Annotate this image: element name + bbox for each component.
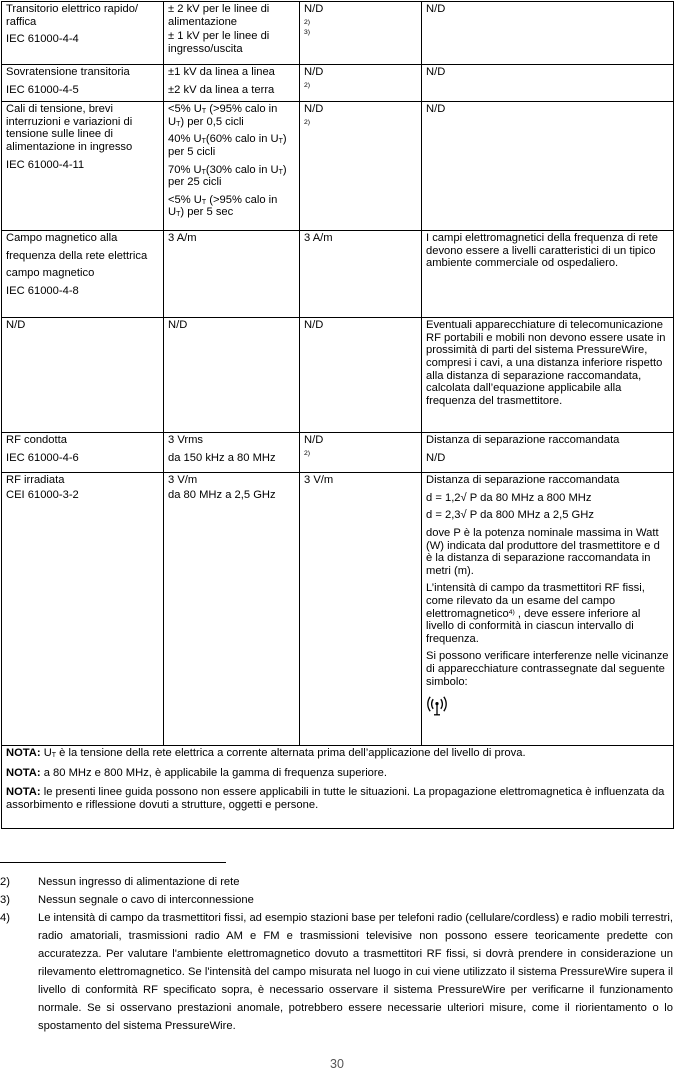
test-level-cell: ± 2 kV per le linee di alimentazione ± 1 kV per le linee di ingresso/uscita: [164, 2, 300, 65]
compliance-cell: N/D 2): [300, 433, 422, 473]
test-level-cell: N/D: [164, 318, 300, 433]
compliance-cell: N/D 2): [300, 102, 422, 231]
phenomenon-cell: N/D: [2, 318, 164, 433]
test-level-cell: ±1 kV da linea a linea ±2 kV da linea a terra: [164, 65, 300, 102]
notes-cell: [2, 746, 674, 829]
non-ionizing-radiation-icon: [426, 694, 448, 716]
phenomenon-cell: RF irradiata CEI 61000-3-2: [2, 473, 164, 746]
table-row: [2, 318, 674, 433]
phenomenon-cell: RF condotta IEC 61000-4-6: [2, 433, 164, 473]
phenomenon-cell: Sovratensione transitoria IEC 61000-4-5: [2, 65, 164, 102]
note: NOTA: $U_T$ è la tensione della rete elettrica a corrente alternata prima dell’applicazione del livello di prova.: [6, 747, 526, 760]
footnotes: [0, 873, 674, 1035]
note: NOTA: le presenti linee guida possono non essere applicabili in tutte le situazioni. La propagazione elettromagnetica è influenzata da assorbimento e riflessione dovuti a strutture, oggetti e persone.: [6, 786, 665, 811]
guidance-cell: Distanza di separazione raccomandata N/D: [422, 433, 674, 473]
guidance-cell: N/D: [422, 102, 674, 231]
table-row: [2, 2, 674, 65]
guidance-cell: N/D: [422, 65, 674, 102]
table-row: [2, 102, 674, 231]
test-level-cell: 3 Vrms da 150 kHz a 80 MHz: [164, 433, 300, 473]
guidance-cell: N/D: [422, 2, 674, 65]
phenomenon-cell: Transitorio elettrico rapido/ raffica IEC 61000-4-4: [2, 2, 164, 65]
table-row: [2, 473, 674, 746]
phenomenon-cell: Cali di tensione, brevi interruzioni e variazioni di tensione sulle linee di alimentazione in ingresso IEC 61000-4-11: [2, 102, 164, 231]
footnote-ref: 3): [304, 28, 311, 36]
footnote-ref: 2): [304, 118, 311, 126]
phenomenon-cell: Campo magnetico alla frequenza della rete elettrica campo magnetico IEC 61000-4-8: [2, 231, 164, 318]
footnote-ref: 2): [304, 18, 311, 26]
note: NOTA: a 80 MHz e 800 MHz, è applicabile la gamma di frequenza superiore.: [6, 766, 387, 779]
footnote-ref: 2): [304, 81, 311, 89]
compliance-cell: N/D 2) 3): [300, 2, 422, 65]
footnote-item: 4) Le intensità di campo da trasmettitori fissi, ad esempio stazioni base per telefoni radio (cellulare/cordless) e radio mobili terrestri, radio amatoriali, trasmissioni radio AM e FM e trasmissioni televisive non possono essere teoricamente predette con accuratezza. Per valutare l'ambiente elettromagnetico dovuto a trasmettitori RF fissi, si dovrà prendere in considerazione un rilevamento elettromagnetico. Se l'intensità del campo misurata nel luogo in cui viene utilizzato il sistema PressureWire supera il livello di conformità RF specificato sopra, è necessario osservare il sistema PressureWire per verificarne il funzionamento normale. Se si osservano prestazioni anomale, potrebbero essere necessarie ulteriori misure, come il riorientamento o lo spostamento del sistema PressureWire.: [0, 912, 673, 1032]
page-number: 30: [330, 1057, 344, 1071]
guidance-cell: Eventuali apparecchiature di telecomunicazione RF portabili e mobili non devono essere usate in prossimità di parti del sistema PressureWire, compresi i cavi, a una distanza inferiore rispetto alla distanza di separazione raccomandata, calcolata dall’equazione applicabile alla frequenza del trasmettitore.: [422, 318, 674, 433]
table-notes-row: [2, 746, 674, 829]
guidance-cell: I campi elettromagnetici della frequenza di rete devono essere a livelli caratteristici di un tipico ambiente commerciale od ospedaliero.: [422, 231, 674, 318]
compliance-cell: 3 V/m: [300, 473, 422, 746]
test-level-cell: 3 A/m: [164, 231, 300, 318]
table-row: [2, 231, 674, 318]
footnote-separator: [0, 862, 226, 863]
test-level-cell: <5% $U_T$ (>95% calo in $U_T$) per 0,5 cicli 40% $U_T(60\%$ calo in $U_T$) per 5 cicli 70% $U_T(30\%$ calo in $U_T$) per 25 cicli <5% $U_T$ (>95% calo in $U_T$) per 5 sec: [164, 102, 300, 231]
footnote-ref: 2): [304, 449, 311, 457]
table-row: [2, 433, 674, 473]
footnote-item: 2) Nessun ingresso di alimentazione di rete: [0, 876, 240, 888]
test-level-cell: 3 V/m da 80 MHz a 2,5 GHz: [164, 473, 300, 746]
compliance-cell: N/D: [300, 318, 422, 433]
emc-immunity-table: [1, 1, 674, 829]
compliance-cell: N/D 2): [300, 65, 422, 102]
table-row: [2, 65, 674, 102]
compliance-cell: 3 A/m: [300, 231, 422, 318]
footnote-ref: 4): [508, 608, 515, 616]
guidance-cell: Distanza di separazione raccomandata d = 1,2√ P da 80 MHz a 800 MHz d = 2,3√ P da 800 MHz a 2,5 GHz dove P è la potenza nominale massima in Watt (W) indicata dal produttore del trasmettitore e d è la distanza di separazione raccomandata in metri (m). L’intensità di campo da trasmettitori RF fissi, come rilevato da un esame del campo elettromagnetico$^{4)}$ , deve essere inferiore al livello di conformità in ciascun intervallo di frequenza. Si possono verificare interferenze nelle vicinanze di apparecchiature contrassegnate dal seguente simbolo:: [422, 473, 674, 746]
footnote-item: 3) Nessun segnale o cavo di interconnessione: [0, 894, 254, 906]
